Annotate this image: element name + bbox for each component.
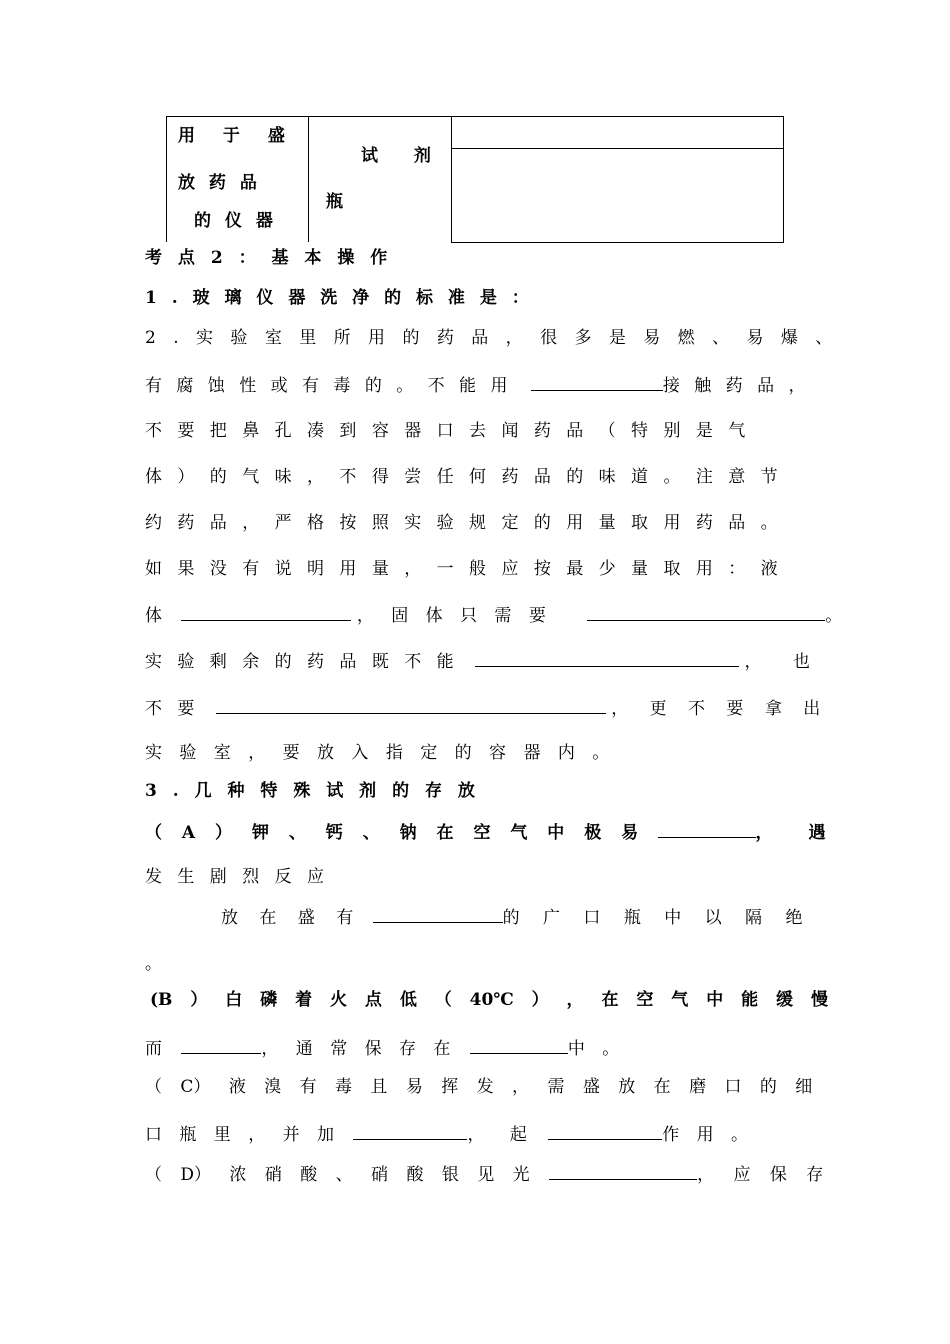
q3a-text: 的 广 口 瓶 中 以 隔 绝 bbox=[502, 908, 803, 928]
question-2-line-8 bbox=[145, 648, 810, 672]
q2-text: ， 也 bbox=[744, 652, 810, 672]
q3a-text: （ A ） 钾 、 钙 、 钠 在 空 气 中 极 易 bbox=[145, 823, 639, 843]
question-3d-line-1 bbox=[145, 1161, 823, 1185]
section-title: 考 点 2 ： 基 本 操 作 bbox=[145, 248, 388, 268]
table-border-top-left bbox=[166, 116, 452, 117]
table-border-box-top bbox=[451, 116, 784, 117]
q3c-text: ， 起 bbox=[467, 1125, 527, 1145]
q2-text: 体 bbox=[145, 606, 162, 626]
question-2-line-3: 不 要 把 鼻 孔 凑 到 容 器 口 去 闻 药 品 （ 特 别 是 气 bbox=[145, 421, 746, 441]
q3d-text: （ D） 浓 硝 酸 、 硝 酸 银 见 光 bbox=[145, 1165, 530, 1185]
answer-blank[interactable] bbox=[531, 372, 663, 391]
q3b-text: 而 bbox=[145, 1039, 162, 1059]
question-2-line-2 bbox=[145, 372, 805, 396]
question-3a-line-4: 。 bbox=[145, 954, 162, 974]
table-border-mid bbox=[308, 116, 309, 242]
question-2-line-10: 实 验 室 ， 要 放 入 指 定 的 容 器 内 。 bbox=[145, 743, 610, 763]
answer-blank[interactable] bbox=[475, 648, 739, 667]
q2-text: 。 bbox=[825, 606, 843, 626]
answer-blank[interactable] bbox=[549, 1161, 697, 1180]
q3a-text: 放 在 盛 有 bbox=[221, 908, 354, 928]
table-cell-label-2: 放 药 品 bbox=[178, 173, 257, 193]
question-2-line-4: 体 ） 的 气 味 ， 不 得 尝 任 何 药 品 的 味 道 。 注 意 节 bbox=[145, 467, 778, 487]
question-2-line-6: 如 果 没 有 说 明 用 量 ， 一 般 应 按 最 少 量 取 用 ： 液 bbox=[145, 559, 778, 579]
question-3a-line-3 bbox=[221, 904, 802, 928]
question-2-line-5: 约 药 品 ， 严 格 按 照 实 验 规 定 的 用 量 取 用 药 品 。 bbox=[145, 513, 778, 533]
q2-text: 有 腐 蚀 性 或 有 毒 的 。 不 能 用 bbox=[145, 376, 508, 396]
question-3c-line-1: （ C） 液 溴 有 毒 且 易 挥 发 ， 需 盛 放 在 磨 口 的 细 bbox=[145, 1077, 813, 1097]
table-border-left bbox=[166, 116, 167, 242]
q3c-text: 作 用 。 bbox=[662, 1125, 749, 1145]
question-2-line-1: 2 . 实 验 室 里 所 用 的 药 品 ， 很 多 是 易 燃 、 易 爆 、 bbox=[145, 328, 833, 348]
table-cell-reagent-2: 瓶 bbox=[326, 192, 343, 212]
table-border-box-right bbox=[783, 116, 784, 243]
answer-blank[interactable] bbox=[470, 1035, 568, 1054]
table-cell-reagent-1: 试 剂 bbox=[361, 146, 431, 166]
answer-blank[interactable] bbox=[548, 1121, 662, 1140]
q3a-text: ， 遇 bbox=[755, 823, 826, 843]
answer-blank[interactable] bbox=[587, 602, 825, 621]
question-2-line-9 bbox=[145, 695, 820, 719]
question-3-title: 3 . 几 种 特 殊 试 剂 的 存 放 bbox=[145, 781, 475, 801]
q2-text: 实 验 剩 余 的 药 品 既 不 能 bbox=[145, 652, 454, 672]
table-border-box-left bbox=[451, 116, 452, 243]
answer-blank[interactable] bbox=[373, 904, 503, 923]
answer-blank[interactable] bbox=[658, 819, 756, 838]
question-3a-line-2: 发 生 剧 烈 反 应 bbox=[145, 867, 325, 887]
answer-blank[interactable] bbox=[353, 1121, 467, 1140]
q3b-text: ， 通 常 保 存 在 bbox=[261, 1039, 451, 1059]
question-3c-line-2 bbox=[145, 1121, 748, 1145]
question-3a-line-1 bbox=[145, 819, 825, 843]
q2-text: 不 要 bbox=[145, 699, 195, 719]
table-border-box-bottom bbox=[451, 242, 784, 243]
answer-blank[interactable] bbox=[216, 695, 606, 714]
answer-blank[interactable] bbox=[181, 602, 351, 621]
question-2-line-7 bbox=[145, 602, 842, 626]
table-cell-label-1: 用 于 盛 bbox=[178, 126, 285, 146]
table-border-box-mid bbox=[451, 148, 784, 149]
q2-text: ， 固 体 只 需 要 bbox=[356, 606, 546, 626]
q3c-text: 口 瓶 里 ， 并 加 bbox=[145, 1125, 335, 1145]
answer-blank[interactable] bbox=[181, 1035, 261, 1054]
question-1: 1 . 玻 璃 仪 器 洗 净 的 标 准 是 ： bbox=[145, 288, 529, 308]
q3b-text: 中 。 bbox=[567, 1039, 620, 1059]
question-3b-line-1: (B ） 白 磷 着 火 点 低 （ 40℃ ） ， 在 空 气 中 能 缓 慢 bbox=[150, 990, 828, 1010]
table-cell-label-3: 的 仪 器 bbox=[194, 211, 273, 231]
q2-text: 接 触 药 品 ， bbox=[662, 376, 806, 396]
q2-text: ， 更 不 要 拿 出 bbox=[611, 699, 821, 719]
question-3b-line-2 bbox=[145, 1035, 619, 1059]
q3d-text: ， 应 保 存 bbox=[697, 1165, 824, 1185]
